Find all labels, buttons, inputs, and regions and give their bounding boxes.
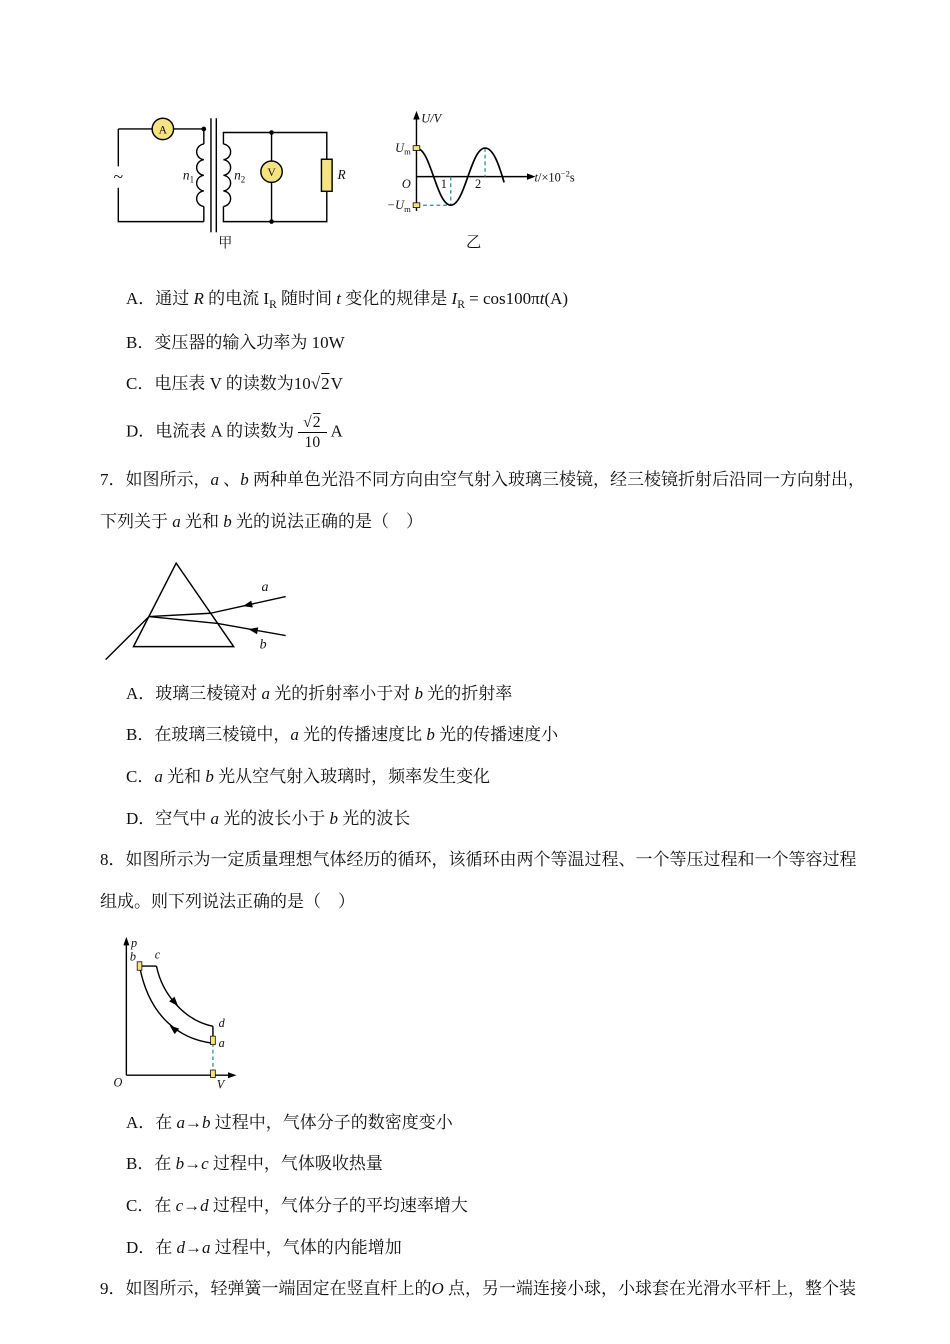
q9-stem-line1	[100, 1277, 860, 1302]
text-run: 过程中，气体分子的数密度变小	[210, 1112, 453, 1132]
variable: I	[451, 289, 458, 308]
text-run: A．玻璃三棱镜对	[126, 683, 262, 703]
question8-options	[100, 1111, 860, 1261]
q8-option-d	[100, 1236, 860, 1261]
variable: b	[240, 470, 249, 490]
text-run: 过程中，气体吸收热量	[208, 1154, 383, 1174]
text-run: C．在	[126, 1195, 176, 1215]
y-axis-label: U/V	[421, 111, 442, 126]
fraction	[298, 414, 326, 451]
question7-stem	[100, 468, 865, 534]
ray-b-inside	[149, 616, 218, 623]
variable: a	[172, 512, 181, 532]
q6-option-c	[100, 372, 860, 397]
transformer-circuit-figure	[102, 104, 352, 251]
q7-option-c	[100, 765, 860, 790]
text-run: →	[184, 1154, 202, 1174]
square-root: √2	[310, 374, 330, 394]
text-run: 两种单色光沿不同方向由空气射入玻璃三棱镜，经三棱镜折射后沿同一方向射出，	[248, 470, 865, 490]
question8-stem	[100, 848, 860, 914]
variable: a	[154, 767, 163, 787]
text-run: 光的说法正确的是（ ）	[231, 512, 423, 532]
text-run: A．通过	[126, 289, 194, 308]
point-a-label: a	[218, 1035, 225, 1050]
text-run: 组成。则下列说法正确的是（ ）	[100, 891, 355, 911]
text-run: B．在玻璃三棱镜中，	[126, 725, 291, 745]
figure-row-transformer	[102, 104, 860, 251]
voltage-waveform-figure	[386, 108, 586, 251]
text-run: 光和	[162, 767, 206, 787]
wire	[118, 188, 204, 222]
negative-um-tick	[413, 203, 420, 208]
ammeter-label: A	[158, 123, 168, 137]
text-run: R	[457, 298, 465, 312]
b-point-highlight	[137, 961, 142, 969]
variable: d	[176, 1237, 186, 1257]
wire	[223, 191, 326, 221]
text-run: →	[185, 1237, 203, 1257]
x-axis-label: $t/\times 10^{-2}s$	[534, 168, 575, 185]
y-axis-arrow	[413, 111, 419, 120]
text-run: B．变压器的输入功率为 10W	[126, 332, 345, 352]
negative-um-label: $-U_m$	[386, 198, 411, 214]
prism-figure-block	[100, 552, 860, 668]
text-run: 下列关于	[100, 512, 173, 532]
text-run: 光的波长小于	[219, 808, 330, 828]
text-run: 9．如图所示，轻弹簧一端固定在竖直杆上的	[100, 1279, 432, 1299]
q8-option-a	[100, 1111, 860, 1136]
text-run: V	[330, 374, 343, 394]
text-run: C．	[126, 767, 155, 787]
square-root: √2	[303, 414, 321, 432]
origin-label: O	[113, 1075, 123, 1090]
variable: c	[201, 1154, 209, 1174]
question7-options	[100, 682, 860, 832]
text-run: (A)	[544, 289, 569, 308]
text-run: 10	[304, 434, 321, 452]
q7-stem-line2	[100, 510, 860, 535]
point-b-label: b	[129, 948, 136, 963]
text-run: →	[183, 1195, 201, 1215]
voltmeter-label: V	[267, 166, 276, 180]
isotherm-c-d	[156, 966, 212, 1026]
q8-option-b	[100, 1152, 860, 1177]
q7-option-a	[100, 682, 860, 707]
x-axis-arrow	[228, 1072, 236, 1078]
junction-dot	[269, 130, 274, 135]
variable: a	[176, 1112, 186, 1132]
variable: a	[202, 1237, 211, 1257]
variable: t	[539, 289, 545, 308]
point-c-label: c	[154, 947, 161, 962]
text-run: B．在	[126, 1154, 176, 1174]
q8-stem-line2	[100, 890, 860, 915]
text-run: = cos100π	[464, 289, 540, 308]
variable: b	[426, 725, 435, 745]
ray-a-label: a	[261, 579, 269, 595]
variable: c	[175, 1195, 184, 1215]
variable: b	[329, 808, 339, 828]
text-run: 光的折射率小于对	[270, 683, 415, 703]
variable: b	[414, 683, 424, 703]
q7-option-b	[100, 723, 860, 748]
variable: R	[193, 289, 204, 308]
junction-dot	[269, 219, 274, 224]
text-run: 光的传播速度比	[298, 725, 427, 745]
text-run: 随时间	[276, 289, 337, 308]
variable: b	[223, 512, 232, 532]
ray-a-arrowhead	[242, 600, 253, 609]
resistor	[321, 159, 332, 191]
text-run: A	[330, 421, 343, 441]
prism-figure	[100, 552, 295, 668]
variable: a	[261, 683, 271, 703]
primary-coil	[197, 144, 204, 206]
variable: b	[205, 767, 214, 787]
variable: O	[431, 1279, 444, 1299]
text-run: 点，另一端连接小球，小球套在光滑水平杆上，整个装	[443, 1279, 857, 1299]
text-run: 光和	[180, 512, 224, 532]
text-run: 光的传播速度小	[434, 725, 559, 745]
a-point-highlight	[211, 1036, 216, 1044]
y-axis-arrow	[123, 936, 129, 944]
text-run: 的电流 I	[203, 289, 270, 308]
text-run: 8．如图所示为一定质量理想气体经历的循环，该循环由两个等温过程、一个等压过程和一个等容过程	[100, 850, 857, 870]
q7-stem-line1	[100, 468, 865, 493]
v-axis-label: V	[216, 1076, 225, 1091]
text-run: 过程中，气体的内能增加	[210, 1237, 402, 1257]
text-run: 、	[219, 470, 241, 490]
text-run: 变化的规律是	[341, 289, 452, 308]
text-run: 光从空气射入玻璃时，频率发生变化	[213, 767, 491, 787]
variable: a	[210, 470, 219, 490]
pv-diagram-block	[100, 932, 860, 1097]
um-tick	[413, 146, 420, 151]
q7-option-d	[100, 807, 860, 832]
tick-1-label: 1	[440, 177, 447, 192]
text-run: 过程中，气体分子的平均速率增大	[208, 1195, 468, 1215]
text-run: C．电压表 V 的读数为10	[126, 374, 311, 394]
variable: b	[175, 1154, 185, 1174]
variable: d	[200, 1195, 209, 1215]
ray-a-inside	[149, 613, 211, 616]
ray-b-label: b	[259, 637, 267, 653]
tick-2-label: 2	[475, 177, 482, 192]
ray-b-arrowhead	[248, 626, 258, 635]
text-run: D．电流表 A 的读数为	[126, 421, 295, 441]
exam-page	[100, 104, 865, 1302]
origin-label: O	[401, 177, 411, 192]
question6-options	[100, 287, 860, 451]
text-run: →	[185, 1112, 203, 1132]
waveform-caption: 乙	[466, 234, 482, 251]
secondary-turns-label: $n_2$	[234, 167, 246, 185]
junction-dot	[202, 127, 207, 132]
pv-diagram-figure	[100, 932, 260, 1097]
resistor-label: R	[337, 166, 346, 182]
text-run: R	[269, 298, 277, 312]
primary-turns-label: $n_1$	[182, 167, 195, 185]
q6-option-d	[100, 414, 860, 451]
um-label: $U_m$	[395, 140, 411, 157]
text-run: D．空气中	[126, 808, 211, 828]
prism-triangle	[133, 563, 233, 647]
point-d-label: d	[218, 1015, 225, 1030]
text-run: 7．如图所示，	[100, 470, 211, 490]
variable: a	[290, 725, 299, 745]
q8-stem-line1	[100, 848, 860, 873]
q8-option-c	[100, 1194, 860, 1219]
ac-source-label: ~	[113, 166, 124, 187]
question9-stem	[100, 1277, 860, 1302]
p-axis-label: p	[131, 935, 138, 950]
secondary-coil	[223, 144, 230, 206]
exit-ray	[106, 616, 149, 659]
wire	[223, 133, 326, 160]
text-run: A．在	[126, 1112, 177, 1132]
q6-option-b	[100, 331, 860, 356]
variable: a	[210, 808, 220, 828]
variable: b	[202, 1112, 211, 1132]
q6-option-a	[100, 287, 860, 314]
text-run: D．在	[126, 1237, 177, 1257]
text-run: 光的波长	[338, 808, 411, 828]
axis-point-highlight	[211, 1070, 216, 1078]
variable: t	[336, 289, 342, 308]
circuit-caption: 甲	[218, 235, 233, 251]
text-run: 光的折射率	[423, 683, 513, 703]
